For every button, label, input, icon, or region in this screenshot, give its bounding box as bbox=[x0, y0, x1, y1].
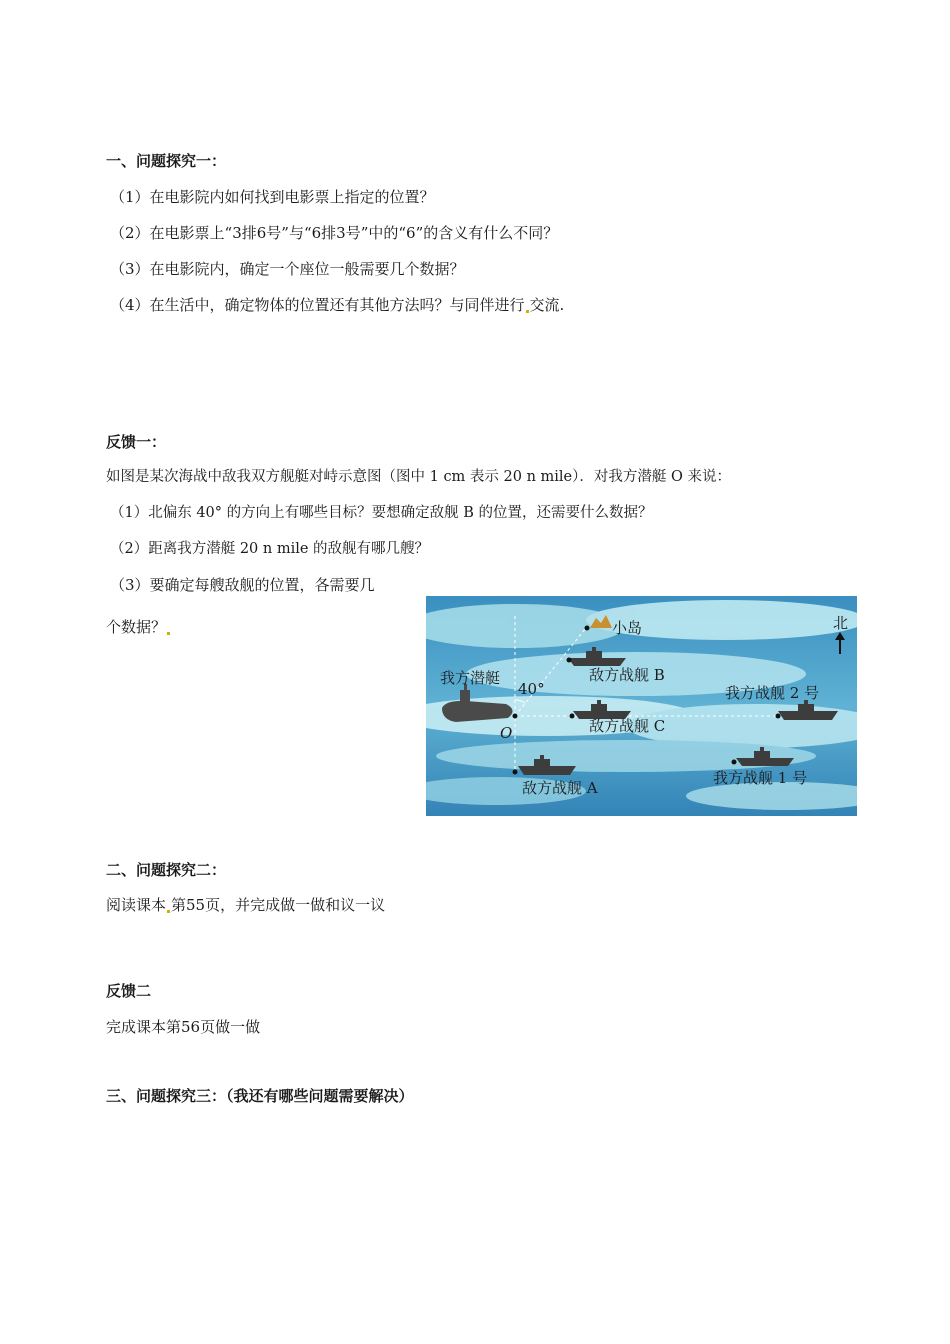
question-1-4-part-b: 交流. bbox=[529, 296, 565, 314]
island-point bbox=[585, 626, 590, 631]
island-label: 小岛 bbox=[612, 619, 643, 637]
submarine-label: 我方潜艇 bbox=[440, 669, 501, 687]
feedback1-heading: 反馈一： bbox=[106, 433, 167, 451]
enemy-ship-b-point bbox=[567, 658, 572, 663]
marker-dot bbox=[167, 910, 170, 913]
question-1-2: （2）在电影票上“3排6号”与“6排3号”中的“6”的含义有什么不同？ bbox=[110, 224, 559, 242]
feedback1-question-3b-text: 个数据？ bbox=[106, 618, 167, 636]
our-ship-1-label: 我方战舰 1 号 bbox=[713, 769, 808, 787]
section2-text bbox=[106, 895, 385, 915]
section1-heading: 一、问题探究一： bbox=[106, 152, 227, 170]
enemy-ship-a-point bbox=[513, 770, 518, 775]
our-ship-1-point bbox=[732, 760, 737, 765]
north-label: 北 bbox=[833, 614, 849, 632]
enemy-ship-a-label: 敌方战舰 A bbox=[522, 779, 598, 797]
question-1-1: （1）在电影院内如何找到电影票上指定的位置？ bbox=[110, 188, 435, 206]
our-ship-2-point bbox=[776, 714, 781, 719]
marker-dot bbox=[167, 632, 170, 635]
feedback1-intro: 如图是某次海战中敌我双方舰艇对峙示意图（图中 1 cm 表示 20 n mile）．对我方潜艇 O 来说： bbox=[106, 469, 731, 485]
feedback1-question-3a: （3）要确定每艘敌舰的位置，各需要几 bbox=[110, 576, 375, 594]
question-1-4-part-a: （4）在生活中，确定物体的位置还有其他方法吗？与同伴进行 bbox=[110, 296, 525, 314]
angle-label: 40° bbox=[518, 680, 545, 698]
section2-heading: 二、问题探究二： bbox=[106, 861, 227, 879]
section3-heading: 三、问题探究三：（我还有哪些问题需要解决） bbox=[106, 1087, 414, 1105]
section2-text-part-a: 阅读课本 bbox=[106, 896, 167, 914]
naval-standoff-figure bbox=[426, 596, 857, 816]
origin-point bbox=[513, 714, 518, 719]
feedback2-text: 完成课本第56页做一做 bbox=[106, 1018, 261, 1036]
section2-text-part-b: 第55页，并完成做一做和议一议 bbox=[171, 896, 386, 914]
feedback1-question-3b bbox=[106, 617, 171, 637]
our-ship-2-label: 我方战舰 2 号 bbox=[725, 684, 820, 702]
enemy-ship-c-label: 敌方战舰 C bbox=[589, 717, 666, 735]
feedback1-question-1: （1）北偏东 40° 的方向上有哪些目标？要想确定敌舰 B 的位置，还需要什么数据？ bbox=[110, 505, 653, 521]
question-1-4 bbox=[110, 295, 564, 315]
marker-dot bbox=[526, 310, 529, 313]
feedback2-heading: 反馈二 bbox=[106, 982, 152, 1000]
question-1-3: （3）在电影院内，确定一个座位一般需要几个数据？ bbox=[110, 260, 465, 278]
enemy-ship-b-label: 敌方战舰 B bbox=[589, 666, 665, 684]
enemy-ship-c-point bbox=[570, 714, 575, 719]
feedback1-question-2: （2）距离我方潜艇 20 n mile 的敌舰有哪几艘？ bbox=[110, 541, 430, 557]
origin-label: O bbox=[500, 724, 513, 742]
